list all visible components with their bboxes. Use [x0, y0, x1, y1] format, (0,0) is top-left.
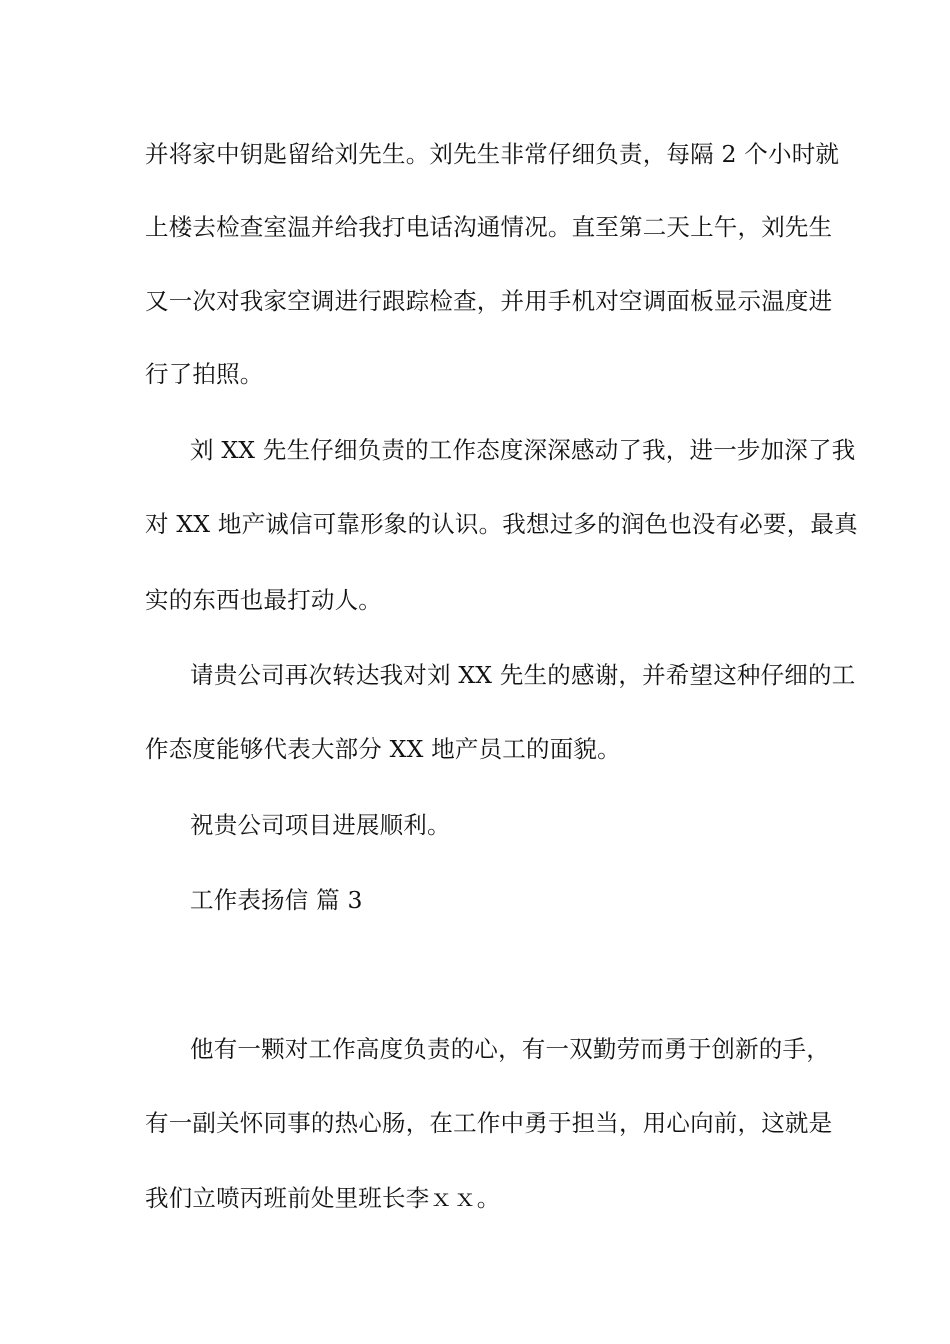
paragraph-5-line-3: 我们立喷丙班前处里班长李ｘｘ。: [145, 1184, 501, 1212]
paragraph-4-line-1: 祝贵公司项目进展顺利。: [190, 811, 451, 839]
paragraph-3-line-1: 请贵公司再次转达我对刘 XX 先生的感谢，并希望这种仔细的工: [190, 661, 856, 689]
paragraph-1-line-2: 上楼去检查室温并给我打电话沟通情况。直至第二天上午，刘先生: [145, 213, 833, 241]
paragraph-1-line-1: 并将家中钥匙留给刘先生。刘先生非常仔细负责，每隔 2 个小时就: [145, 140, 840, 168]
paragraph-1-line-4: 行了拍照。: [145, 360, 264, 388]
paragraph-5-line-1: 他有一颗对工作高度负责的心，有一双勤劳而勇于创新的手，: [190, 1035, 830, 1063]
paragraph-3-line-2: 作态度能够代表大部分 XX 地产员工的面貌。: [145, 735, 621, 763]
paragraph-1-line-3: 又一次对我家空调进行跟踪检查，并用手机对空调面板显示温度进: [145, 287, 833, 315]
paragraph-2-line-3: 实的东西也最打动人。: [145, 586, 382, 614]
paragraph-5-line-2: 有一副关怀同事的热心肠，在工作中勇于担当，用心向前，这就是: [145, 1109, 833, 1137]
paragraph-2-line-2: 对 XX 地产诚信可靠形象的认识。我想过多的润色也没有必要，最真: [145, 510, 858, 538]
section-heading: 工作表扬信 篇 3: [190, 886, 363, 914]
paragraph-2-line-1: 刘 XX 先生仔细负责的工作态度深深感动了我，进一步加深了我: [190, 436, 856, 464]
